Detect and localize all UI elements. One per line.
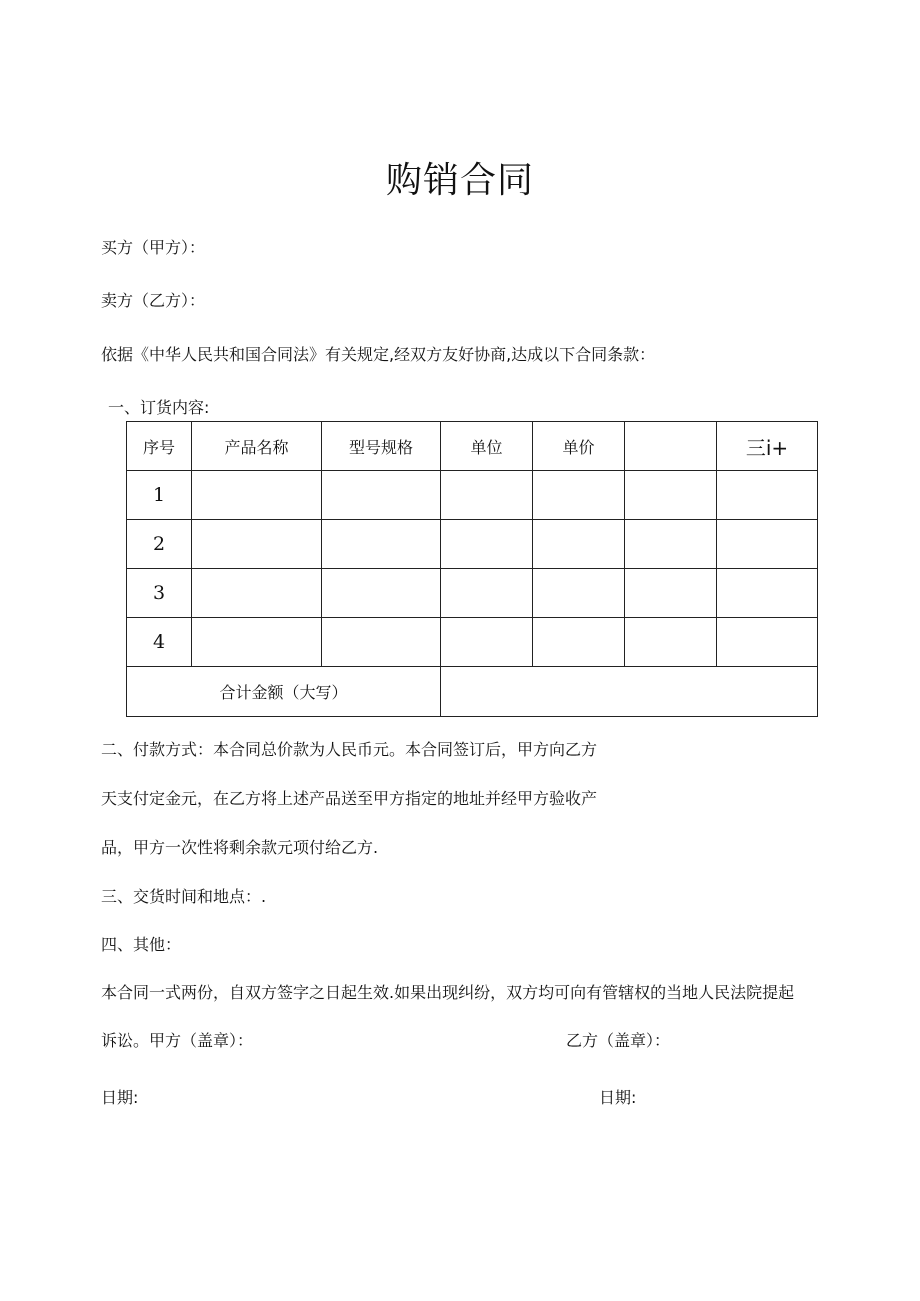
table-cell [533, 618, 625, 667]
party-a-seal-line: 诉讼。甲方（盖章）： [101, 1031, 254, 1050]
payment-line-3: 品，甲方一次性将剩余款元项付给乙方. [101, 838, 379, 857]
section-4-heading: 四、其他： [101, 935, 182, 954]
table-cell [625, 520, 717, 569]
table-cell [441, 471, 533, 520]
table-cell [533, 569, 625, 618]
table-cell [441, 618, 533, 667]
buyer-line: 买方（甲方）： [101, 238, 206, 257]
order-table [126, 421, 818, 717]
row-index: 1 [127, 471, 192, 520]
table-cell [625, 569, 717, 618]
section-1-heading: 一、订货内容: [108, 398, 210, 417]
table-cell [625, 471, 717, 520]
table-cell [192, 569, 322, 618]
header-product-name: 产品名称 [192, 422, 322, 471]
document-title: 购销合同 [385, 160, 534, 201]
table-row [127, 618, 818, 667]
table-cell [533, 520, 625, 569]
payment-line-1: 二、付款方式：本合同总价款为人民币元。本合同签订后，甲方向乙方 [101, 740, 598, 759]
section-3-delivery: 三、交货时间和地点：. [101, 887, 267, 906]
header-unit: 单位 [441, 422, 533, 471]
table-cell [533, 471, 625, 520]
row-index: 4 [127, 618, 192, 667]
table-row [127, 569, 818, 618]
total-amount-value [441, 667, 818, 717]
table-cell [441, 520, 533, 569]
total-row [127, 667, 818, 717]
header-unit-price: 单价 [533, 422, 625, 471]
table-cell [625, 618, 717, 667]
table-header-row [127, 422, 818, 471]
table-cell [192, 520, 322, 569]
other-terms-paragraph: 本合同一式两份，自双方签字之日起生效.如果出现纠纷，双方均可向有管辖权的当地人民法院提起 [101, 983, 795, 1002]
party-a-date: 日期: [101, 1088, 139, 1107]
table-row [127, 520, 818, 569]
header-model-spec: 型号规格 [322, 422, 441, 471]
payment-line-2: 天支付定金元，在乙方将上述产品送至甲方指定的地址并经甲方验收产 [101, 789, 598, 808]
table-cell [717, 618, 818, 667]
header-index: 序号 [127, 422, 192, 471]
party-b-seal-line: 乙方（盖章）： [566, 1031, 671, 1050]
table-cell [717, 520, 818, 569]
table-cell [322, 471, 441, 520]
header-total: 三i+ [717, 422, 818, 471]
table-cell [322, 618, 441, 667]
basis-paragraph: 依据《中华人民共和国合同法》有关规定,经双方友好协商,达成以下合同条款： [101, 345, 656, 364]
row-index: 3 [127, 569, 192, 618]
table-row [127, 471, 818, 520]
table-cell [441, 569, 533, 618]
header-blank [625, 422, 717, 471]
table-cell [192, 471, 322, 520]
table-cell [322, 520, 441, 569]
total-amount-label: 合计金额（大写） [127, 667, 441, 717]
party-b-date: 日期: [599, 1088, 637, 1107]
table-cell [192, 618, 322, 667]
table-cell [717, 471, 818, 520]
table-cell [322, 569, 441, 618]
table-cell [717, 569, 818, 618]
seller-line: 卖方（乙方）： [101, 291, 206, 310]
row-index: 2 [127, 520, 192, 569]
